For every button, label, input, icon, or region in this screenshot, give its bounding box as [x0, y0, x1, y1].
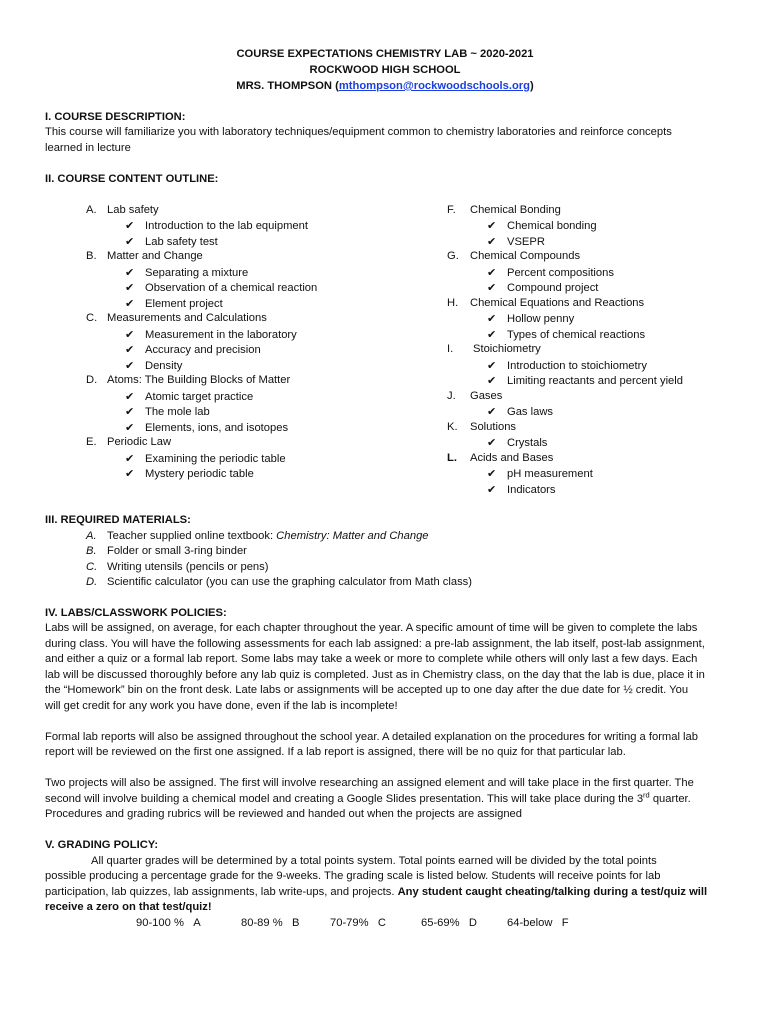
check-icon: ✔ — [487, 484, 497, 496]
outline-letter: J. — [447, 390, 456, 402]
outline-item: ✔ Element project — [125, 298, 223, 310]
policy-line: Formal lab reports will also be assigned throughout the school year. A detailed explanation on the procedures for writing a formal lab — [45, 731, 698, 743]
outline-topic: Acids and Bases — [470, 452, 554, 464]
check-icon: ✔ — [487, 329, 497, 341]
check-icon: ✔ — [125, 220, 135, 232]
outline-item: ✔ VSEPR — [487, 236, 545, 248]
outline-topic: Chemical Bonding — [470, 204, 561, 216]
outline-item: ✔ pH measurement — [487, 468, 593, 480]
outline-item: ✔ Separating a mixture — [125, 267, 249, 279]
check-icon: ✔ — [487, 375, 497, 387]
check-icon: ✔ — [487, 236, 497, 248]
outline-topic: Chemical Compounds — [470, 250, 581, 262]
check-icon: ✔ — [125, 298, 135, 310]
check-icon: ✔ — [125, 406, 135, 418]
policy-line: lab will be discussed thoroughly before any lab quiz is completed. Just as in Chemistry class, on the day that the lab is due, place it in — [45, 669, 705, 681]
policy-line: the “Homework” bin on the front desk. Late labs or assignments will be accepted up to one day after the due date for ½ credit. You — [45, 684, 689, 696]
policy-line: during class. You will have the following assessments for each lab assigned: a pre-lab assignment, the lab itself, post-lab assignment, — [45, 638, 705, 650]
outline-letter: H. — [447, 297, 459, 309]
check-icon: ✔ — [125, 236, 135, 248]
check-icon: ✔ — [125, 282, 135, 294]
material-item: Writing utensils (pencils or pens) — [107, 561, 269, 573]
outline-topic: Measurements and Calculations — [107, 312, 267, 324]
outline-letter: K. — [447, 421, 458, 433]
outline-letter: D. — [86, 374, 98, 386]
outline-letter: G. — [447, 250, 459, 262]
outline-letter: F. — [447, 204, 456, 216]
material-letter: C. — [86, 561, 98, 573]
check-icon: ✔ — [125, 453, 135, 465]
outline-item: ✔ Lab safety test — [125, 236, 218, 248]
section-1-title: I. COURSE DESCRIPTION: — [45, 111, 186, 123]
grading-warning: receive a zero on that test/quiz! — [45, 901, 212, 913]
outline-item: ✔ Introduction to the lab equipment — [125, 220, 308, 232]
course-description-line-2: learned in lecture — [45, 142, 131, 154]
check-icon: ✔ — [487, 282, 497, 294]
outline-item: ✔ Chemical bonding — [487, 220, 597, 232]
outline-item: ✔ Density — [125, 360, 183, 372]
grade-scale-item: 90-100 % A — [136, 917, 201, 929]
course-description-line-1: This course will familiarize you with laboratory techniques/equipment common to chemistry laboratories and reinforce concepts — [45, 126, 672, 138]
teacher-name: MRS. THOMPSON ( — [236, 80, 339, 92]
material-item: Folder or small 3-ring binder — [107, 545, 247, 557]
check-icon: ✔ — [125, 267, 135, 279]
section-4-title: IV. LABS/CLASSWORK POLICIES: — [45, 607, 227, 619]
outline-item: ✔ Indicators — [487, 484, 556, 496]
check-icon: ✔ — [125, 422, 135, 434]
outline-topic: Matter and Change — [107, 250, 203, 262]
outline-letter: E. — [86, 436, 97, 448]
outline-item: ✔ Examining the periodic table — [125, 453, 286, 465]
outline-letter: C. — [86, 312, 98, 324]
teacher-email-link[interactable]: mthompson@rockwoodschools.org — [338, 80, 530, 92]
check-icon: ✔ — [487, 360, 497, 372]
material-item: Scientific calculator (you can use the graphing calculator from Math class) — [107, 576, 473, 588]
policy-line: second will involve building a chemical model and creating a Google Slides presentation. This will take place during the 3rd quarter. — [45, 790, 691, 805]
grading-line: All quarter grades will be determined by a total points system. Total points earned will be divided by the total points — [91, 855, 657, 867]
grade-scale-item: 64-below F — [507, 917, 569, 929]
outline-topic: Gases — [470, 390, 503, 402]
outline-letter: L. — [447, 452, 457, 464]
outline-item: ✔ Elements, ions, and isotopes — [125, 422, 289, 434]
outline-item: ✔ Limiting reactants and percent yield — [487, 375, 683, 387]
grading-line: participation, lab quizzes, lab assignments, lab write-ups, and projects. Any student caught cheating/talking during a test/quiz will — [45, 886, 708, 898]
policy-line: Labs will be assigned, on average, for each chapter throughout the year. A specific amount of time will be given to complete the labs — [45, 622, 698, 634]
outline-item: ✔ Crystals — [487, 437, 548, 449]
material-letter: B. — [86, 545, 97, 557]
policy-line: will get credit for any work you have done, even if the lab is incomplete! — [45, 700, 398, 712]
outline-topic: Solutions — [470, 421, 517, 433]
material-item: Teacher supplied online textbook: Chemistry: Matter and Change — [107, 530, 429, 542]
school-name: ROCKWOOD HIGH SCHOOL — [309, 64, 461, 76]
check-icon: ✔ — [125, 360, 135, 372]
outline-item: ✔ Types of chemical reactions — [487, 329, 646, 341]
policy-line: and either a quiz or a formal lab report. Some labs may take a week or more to complete while others will only last a few days. Each — [45, 653, 698, 665]
check-icon: ✔ — [125, 344, 135, 356]
material-letter: A. — [86, 530, 97, 542]
grading-line: possible producing a percentage grade for the 9-weeks. The grading scale is listed below. Students will receive points for lab — [45, 870, 661, 882]
check-icon: ✔ — [487, 313, 497, 325]
check-icon: ✔ — [125, 391, 135, 403]
grade-scale-item: 65-69% D — [421, 917, 477, 929]
outline-topic: Chemical Equations and Reactions — [470, 297, 645, 309]
outline-item: ✔ Accuracy and precision — [125, 344, 261, 356]
outline-letter: I. — [447, 343, 454, 355]
grade-scale-item: 80-89 % B — [241, 917, 300, 929]
policy-line: Two projects will also be assigned. The first will involve researching an assigned element and will take place in the first quarter. The — [45, 777, 694, 789]
check-icon: ✔ — [487, 267, 497, 279]
check-icon: ✔ — [487, 220, 497, 232]
outline-topic: Stoichiometry — [473, 343, 541, 355]
outline-item: ✔ Compound project — [487, 282, 599, 294]
outline-item: ✔ Atomic target practice — [125, 391, 254, 403]
policy-line: report will be reviewed on the first one assigned. If a lab report is assigned, there will be no quiz for that particular lab. — [45, 746, 626, 758]
check-icon: ✔ — [487, 437, 497, 449]
check-icon: ✔ — [487, 406, 497, 418]
material-letter: D. — [86, 576, 98, 588]
outline-item: ✔ Measurement in the laboratory — [125, 329, 297, 341]
outline-letter: A. — [86, 204, 97, 216]
outline-item: ✔ Percent compositions — [487, 267, 614, 279]
outline-topic: Atoms: The Building Blocks of Matter — [107, 374, 291, 386]
outline-letter: B. — [86, 250, 97, 262]
outline-item: ✔ Introduction to stoichiometry — [487, 360, 647, 372]
teacher-line — [0, 80, 770, 92]
outline-item: ✔ The mole lab — [125, 406, 210, 418]
outline-item: ✔ Hollow penny — [487, 313, 575, 325]
teacher-line-suffix: ) — [530, 80, 534, 92]
doc-title: COURSE EXPECTATIONS CHEMISTRY LAB ~ 2020-2021 — [236, 48, 534, 60]
check-icon: ✔ — [125, 329, 135, 341]
section-3-title: III. REQUIRED MATERIALS: — [45, 514, 191, 526]
policy-line: Procedures and grading rubrics will be reviewed and handed out when the projects are assigned — [45, 808, 523, 820]
outline-topic: Periodic Law — [107, 436, 172, 448]
check-icon: ✔ — [125, 468, 135, 480]
outline-item: ✔ Observation of a chemical reaction — [125, 282, 318, 294]
outline-item: ✔ Mystery periodic table — [125, 468, 254, 480]
outline-topic: Lab safety — [107, 204, 159, 216]
outline-item: ✔ Gas laws — [487, 406, 554, 418]
section-5-title: V. GRADING POLICY: — [45, 839, 159, 851]
section-2-title: II. COURSE CONTENT OUTLINE: — [45, 173, 219, 185]
check-icon: ✔ — [487, 468, 497, 480]
grade-scale-item: 70-79% C — [330, 917, 386, 929]
